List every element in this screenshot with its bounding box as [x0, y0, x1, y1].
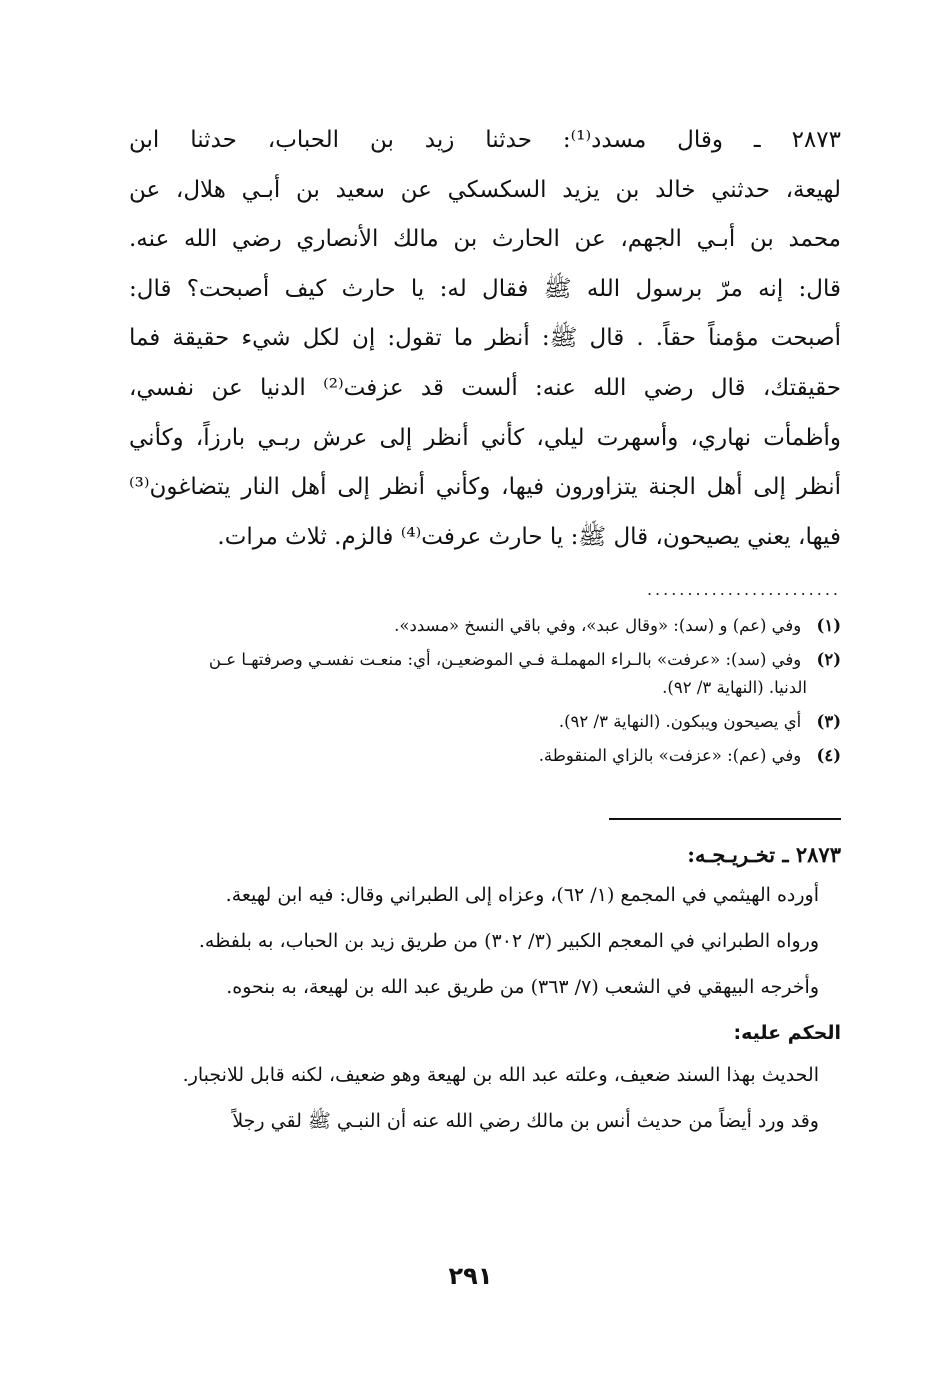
- footnote-separator: ........................: [646, 580, 841, 599]
- hadith-line: فيها، يعني يصيحون، قال ﷺ: يا حارث عرفت⁽⁴⁾ فالزم. ثلاث مرات.: [217, 523, 841, 550]
- takhrij-paragraph: ورواه الطبراني في المعجم الكبير (٣/ ٣٠٢) من طريق زيد بن الحباب، به بلفظه.: [198, 930, 819, 952]
- hadith-line: ٢٨٧٣ ـ وقال مسدد⁽¹⁾: حدثنا زيد بن الحباب، حدثنا ابن: [129, 127, 841, 153]
- footnote-text: وفي (عم) و (سد): «وقال عبد»، وفي باقي النسخ «مسدد».: [394, 616, 802, 635]
- footnote-number: (٤): [816, 746, 841, 765]
- footnote-number: (٢): [816, 650, 841, 669]
- footnote-text: أي يصيحون ويبكون. (النهاية ٣/ ٩٢).: [558, 712, 802, 731]
- footnote-text: وفي (سد): «عرفت» بالـراء المهملـة فـي الموضعيـن، أي: منعـت نفسـي وصرفتهـا عـن: [208, 650, 802, 669]
- takhrij-heading: ٢٨٧٣ ـ تخـريـجـه:: [687, 842, 841, 867]
- hadith-line: وأظمأت نهاري، وأسهرت ليلي، كأني أنظر إلى عرش ربـي بارزاً، وكأني: [129, 424, 841, 451]
- footnote-text: وفي (عم): «عزفت» بالزاي المنقوطة.: [538, 746, 802, 765]
- footnote: [129, 646, 841, 702]
- hadith-line: حقيقتك، قال رضي الله عنه: ألست قد عزفت⁽²⁾ الدنيا عن نفسي،: [129, 374, 841, 401]
- page-number: ٢٩١: [448, 1262, 493, 1290]
- hadith-text: [129, 116, 841, 562]
- footnotes: [129, 612, 841, 776]
- section-divider: [609, 818, 841, 820]
- footnote-number: (٣): [816, 712, 841, 731]
- takhrij-section: [129, 838, 841, 1150]
- takhrij-paragraph: وأخرجه البيهقي في الشعب (٧/ ٣٦٣) من طريق عبد الله بن لهيعة، به بنحوه.: [226, 976, 819, 998]
- ruling-paragraph: الحديث بهذا السند ضعيف، وعلته عبد الله بن لهيعة وهو ضعيف، لكنه قابل للانجبار.: [182, 1064, 819, 1086]
- footnote-continuation: الدنيا. (النهاية ٣/ ٩٢).: [662, 678, 807, 697]
- footnote-number: (١): [816, 616, 841, 635]
- ruling-heading: الحكم عليه:: [733, 1022, 841, 1044]
- ruling-paragraph: وقد ورد أيضاً من حديث أنس بن مالك رضي الله عنه أن النبـي ﷺ لقي رجلاً: [232, 1110, 819, 1132]
- hadith-line: لهيعة، حدثني خالد بن يزيد السكسكي عن سعيد بن أبـي هلال، عن: [129, 176, 841, 203]
- hadith-line: محمد بن أبـي الجهم، عن الحارث بن مالك الأنصاري رضي الله عنه.: [129, 226, 841, 253]
- hadith-line: أنظر إلى أهل الجنة يتزاورون فيها، وكأني أنظر إلى أهل النار يتضاغون⁽³⁾: [129, 474, 841, 501]
- footnote: [129, 708, 841, 736]
- hadith-line: قال: إنه مرّ برسول الله ﷺ فقال له: يا حارث كيف أصبحت؟ قال:: [129, 275, 841, 302]
- footnote: [129, 612, 841, 640]
- takhrij-paragraph: أورده الهيثمي في المجمع (١/ ٦٢)، وعزاه إلى الطبراني وقال: فيه ابن لهيعة.: [225, 884, 819, 906]
- footnote: [129, 742, 841, 770]
- hadith-line: أصبحت مؤمناً حقاً. . قال ﷺ: أنظر ما تقول: إن لكل شيء حقيقة فما: [129, 325, 841, 352]
